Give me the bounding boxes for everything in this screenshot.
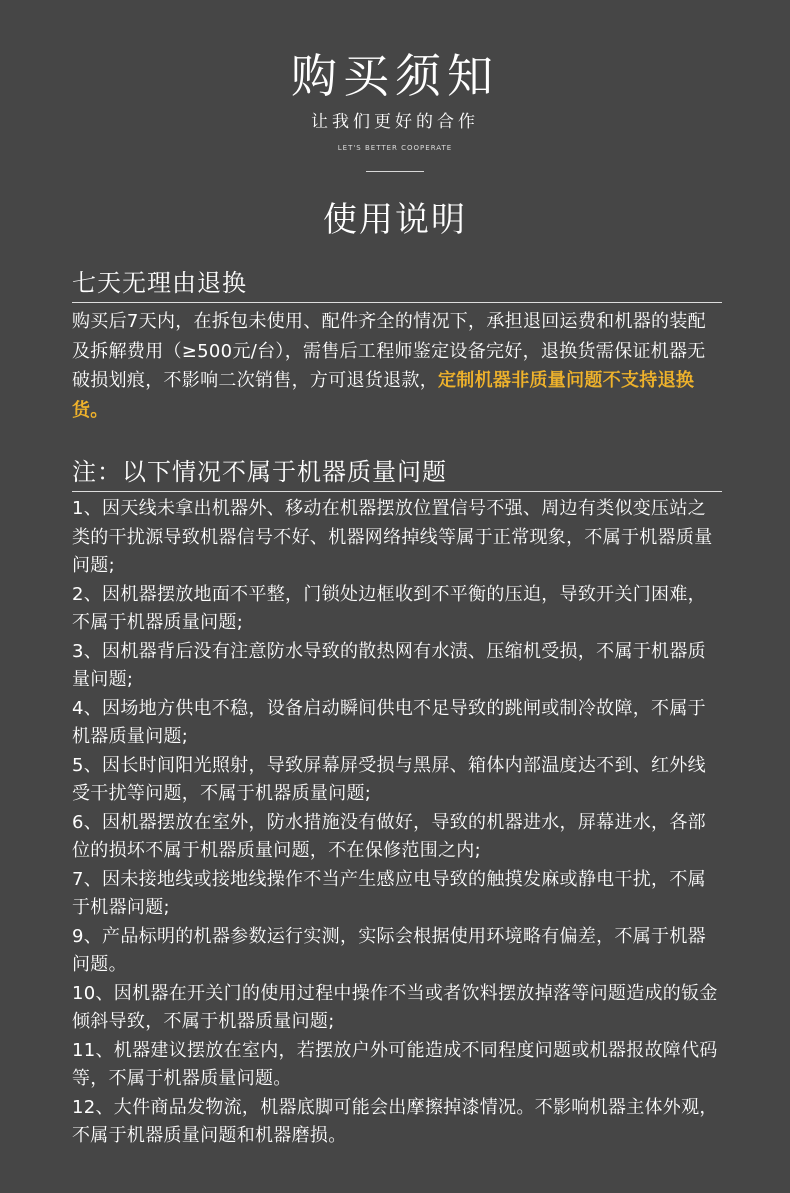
usage-title: 使用说明: [323, 200, 467, 240]
page-subtitle: 让我们更好的合作: [311, 112, 479, 132]
return-policy-text: [72, 307, 722, 425]
notes-heading: 注：以下情况不属于机器质量问题: [72, 455, 722, 492]
custom-machine-warning: 定制机器非质量问题不支持退换货。: [72, 370, 695, 421]
notes-list: [72, 495, 722, 1151]
note-item: 4、因场地方供电不稳，设备启动瞬间供电不足导致的跳闸或制冷故障，不属于机器质量问题;: [72, 697, 706, 747]
note-item: 9、产品标明的机器参数运行实测，实际会根据使用环境略有偏差，不属于机器问题。: [72, 925, 706, 975]
return-policy-body: 购买后7天内，在拆包未使用、配件齐全的情况下，承担退回运费和机器的装配及拆解费用（≥500元/台），需售后工程师鉴定设备完好，退换货需保证机器无破损划痕，不影响二次销售，方可退货退款，: [72, 311, 706, 391]
note-item: 1、因天线未拿出机器外、移动在机器摆放位置信号不强、周边有类似变压站之类的干扰源导致机器信号不好、机器网络掉线等属于正常现象，不属于机器质量问题;: [72, 498, 713, 576]
note-item: 12、大件商品发物流，机器底脚可能会出摩擦掉漆情况。不影响机器主体外观，不属于机器质量问题和机器磨损。: [72, 1096, 718, 1146]
english-subtitle: LET'S BETTER COOPERATE: [337, 144, 453, 152]
note-item: 11、机器建议摆放在室内，若摆放户外可能造成不同程度问题或机器报故障代码等，不属于机器质量问题。: [72, 1039, 718, 1089]
page-title: 购买须知: [291, 49, 499, 103]
note-item: 5、因长时间阳光照射，导致屏幕屏受损与黑屏、箱体内部温度达不到、红外线受干扰等问题，不属于机器质量问题;: [72, 754, 706, 804]
return-policy-heading: 七天无理由退换: [72, 266, 722, 303]
note-item: 7、因未接地线或接地线操作不当产生感应电导致的触摸发麻或静电干扰，不属于机器问题;: [72, 868, 706, 918]
notes-section: [72, 455, 722, 1151]
note-item: 2、因机器摆放地面不平整，门锁处边框收到不平衡的压迫，导致开关门困难，不属于机器质量问题;: [72, 583, 706, 633]
note-item: 6、因机器摆放在室外，防水措施没有做好，导致的机器进水，屏幕进水，各部位的损坏不属于机器质量问题，不在保修范围之内;: [72, 811, 706, 861]
note-item: 10、因机器在开关门的使用过程中操作不当或者饮料摆放掉落等问题造成的钣金倾斜导致，不属于机器质量问题;: [72, 982, 718, 1032]
return-policy-section: [72, 266, 722, 425]
title-divider: [366, 171, 424, 172]
note-item: 3、因机器背后没有注意防水导致的散热网有水渍、压缩机受损，不属于机器质量问题;: [72, 640, 706, 690]
